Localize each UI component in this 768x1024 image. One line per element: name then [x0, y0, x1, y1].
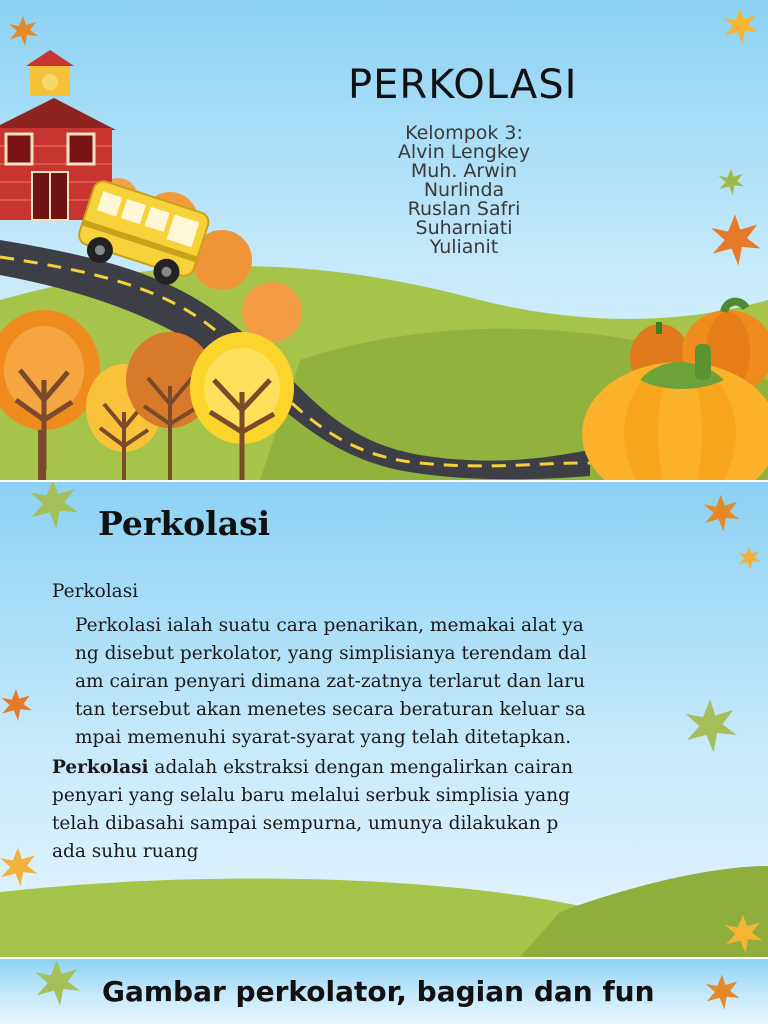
paragraph-line: am cairan penyari dimana zat-zatnya terlarut dan laru	[75, 671, 585, 692]
maple-leaf-icon	[716, 166, 746, 198]
bold-term: Perkolasi	[52, 757, 149, 778]
paragraph-line: tan tersebut akan menetes secara beraturan keluar sa	[75, 699, 586, 720]
paragraph-line: ada suhu ruang	[52, 841, 199, 862]
maple-leaf-icon	[706, 206, 764, 274]
maple-leaf-icon	[700, 488, 742, 538]
group-members	[354, 124, 574, 257]
member-name: Alvin Lengkey	[397, 141, 531, 163]
presentation-title: PERKOLASI	[348, 62, 578, 108]
maple-leaf-icon	[0, 682, 34, 728]
maple-leaf-icon	[736, 544, 762, 572]
slide-title: Perkolasi	[98, 504, 271, 543]
extraction-paragraph	[52, 754, 692, 866]
maple-leaf-icon	[720, 4, 760, 48]
maple-leaf-icon	[18, 482, 88, 532]
paragraph-line: adalah ekstraksi dengan mengalirkan cairan	[148, 757, 573, 778]
members-heading: Kelompok 3:	[405, 122, 523, 144]
paragraph-line: penyari yang selalu baru melalui serbuk simplisia yang	[52, 785, 570, 806]
maple-leaf-icon	[718, 912, 768, 956]
paragraph-line: ng disebut perkolator, yang simplisianya terendam dal	[75, 643, 587, 664]
member-name: Ruslan Safri	[407, 198, 521, 220]
definition-paragraph	[75, 612, 692, 752]
maple-leaf-icon	[0, 834, 40, 900]
maple-leaf-icon	[702, 967, 742, 1017]
title-slide	[0, 0, 768, 480]
subheading: Perkolasi	[52, 581, 139, 602]
paragraph-line: telah dibasahi sampai sempurna, umunya dilakukan p	[52, 813, 559, 834]
slide-title: Gambar perkolator, bagian dan fun	[102, 975, 655, 1008]
member-name: Nurlinda	[423, 179, 505, 201]
member-name: Muh. Arwin	[410, 160, 518, 182]
member-name: Suharniati	[415, 217, 513, 239]
maple-leaf-icon	[6, 14, 40, 48]
content-slide	[0, 482, 768, 957]
maple-leaf-icon	[22, 959, 92, 1009]
figure-slide	[0, 959, 768, 1024]
paragraph-line: Perkolasi ialah suatu cara penarikan, memakai alat ya	[75, 615, 584, 636]
paragraph-line: mpai memenuhi syarat-syarat yang telah ditetapkan.	[75, 727, 572, 748]
member-name: Yulianit	[429, 236, 499, 258]
slide-body	[52, 578, 692, 866]
